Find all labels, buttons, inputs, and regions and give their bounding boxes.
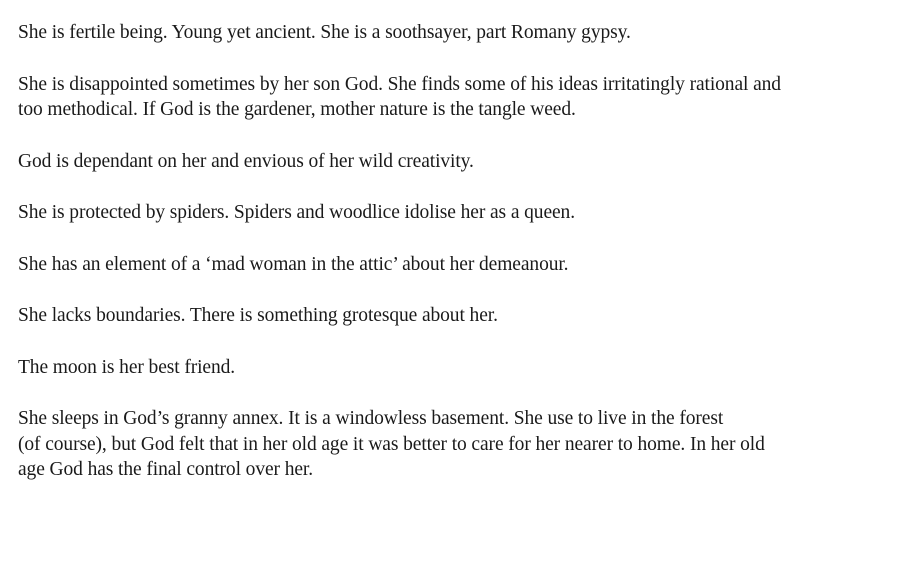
- text-line: She is protected by spiders. Spiders and woodlice idolise her as a queen.: [18, 202, 575, 223]
- paragraph-fertile-being: [18, 20, 898, 46]
- text-line: She is disappointed sometimes by her son God. She finds some of his ideas irritatingly rational and: [18, 73, 781, 95]
- paragraph-mad-woman: [18, 252, 898, 278]
- text-line: She sleeps in God’s granny annex. It is a windowless basement. She use to live in the forest: [18, 408, 724, 429]
- text-line: The moon is her best friend.: [18, 356, 236, 378]
- paragraph-boundaries: [18, 303, 898, 329]
- document-body: [18, 20, 898, 509]
- paragraph-spiders: [18, 200, 898, 226]
- text-line: God is dependant on her and envious of her wild creativity.: [18, 150, 474, 172]
- text-line: She is fertile being. Young yet ancient. She is a soothsayer, part Romany gypsy.: [18, 22, 631, 43]
- text-line: She lacks boundaries. There is something grotesque about her.: [18, 305, 498, 326]
- paragraph-disappointed: [18, 72, 898, 123]
- text-line: She has an element of a ‘mad woman in the attic’ about her demeanour.: [18, 253, 569, 275]
- text-line: too methodical. If God is the gardener, mother nature is the tangle weed.: [18, 99, 576, 120]
- paragraph-moon: [18, 355, 898, 381]
- paragraph-dependant: [18, 149, 898, 175]
- paragraph-granny-annex: [18, 406, 898, 483]
- text-line: age God has the final control over her.: [18, 459, 313, 480]
- text-line: (of course), but God felt that in her old age it was better to care for her nearer to home. In her old: [18, 433, 765, 455]
